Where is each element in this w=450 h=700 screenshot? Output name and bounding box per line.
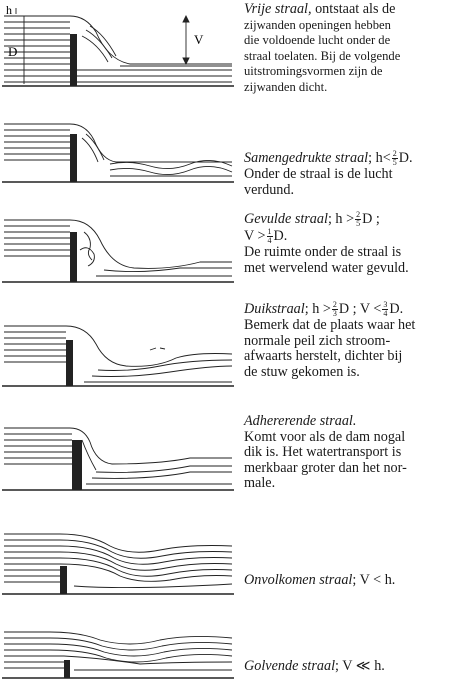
caption-text: straal toelaten. Bij de volgende	[244, 48, 401, 63]
caption-text: normale peil zich stroom-	[244, 332, 391, 349]
caption-onvolkomen-straal: Onvolkomen straal; V < h.	[244, 572, 396, 588]
caption-text: afwaarts herstelt, dichter bij	[244, 348, 403, 365]
fraction: $\frac{2}{5}$	[356, 210, 361, 228]
caption-condition: ; h<	[368, 149, 391, 166]
caption-text: merkbaar groter dan het nor-	[244, 459, 407, 476]
figure-samengedrukte-straal	[0, 116, 236, 196]
caption-text: de stuw gekomen is.	[244, 363, 360, 380]
caption-vrije-straal	[244, 2, 446, 96]
figure-duikstraal	[0, 314, 236, 400]
caption-gevulde-straal: Gevulde straal; h > $\frac{2}{5}$ D ; V > $\frac{1}{4}$ D. De ruimte onder de straal is met wervelend water gevuld.	[244, 211, 446, 276]
figure-adhererende-straal	[0, 420, 236, 510]
caption-adhererende-straal	[244, 414, 446, 492]
caption-text: zijwanden openingen hebben	[244, 17, 391, 32]
fraction: $\frac{2}{3}$	[332, 300, 337, 318]
caption-text: male.	[244, 475, 276, 492]
caption-text: ontstaat als de	[315, 1, 396, 17]
caption-text: verdund.	[244, 181, 295, 198]
caption-title: Gevulde straal	[244, 210, 328, 227]
caption-title: Onvolkomen straal	[244, 572, 353, 588]
label-h: h	[6, 3, 12, 17]
caption-text: uitstromingsvormen zijn de	[244, 64, 383, 79]
caption-title: Duikstraal	[244, 300, 305, 317]
label-V: V	[194, 32, 204, 47]
caption-text: Onder de straal is de lucht	[244, 166, 393, 182]
caption-samengedrukte-straal: Samengedrukte straal; h< $\frac{2}{5}$ D. Onder de straal is de lucht verdund.	[244, 150, 446, 198]
caption-text: zijwanden dicht.	[244, 79, 328, 94]
caption-title: Samengedrukte straal	[244, 149, 369, 166]
caption-text: die voldoende lucht onder de	[244, 33, 391, 48]
caption-title: Vrije straal,	[244, 1, 312, 17]
fraction: $\frac{1}{4}$	[267, 227, 272, 245]
figure-golvende-straal	[0, 626, 236, 700]
fraction: $\frac{3}{4}$	[383, 300, 388, 318]
caption-text: met wervelend water gevuld.	[244, 259, 409, 276]
caption-title: Golvende straal	[244, 658, 336, 674]
caption-text: Komt voor als de dam nogal	[244, 428, 406, 445]
caption-title: Adhererende straal.	[244, 413, 357, 429]
figure-onvolkomen-straal	[0, 528, 236, 618]
fraction: $\frac{2}{5}$	[392, 149, 397, 167]
figure-gevulde-straal	[0, 210, 236, 300]
caption-golvende-straal: Golvende straal; V ≪ h.	[244, 658, 385, 674]
label-D: D	[8, 44, 18, 59]
figure-vrije-straal	[0, 0, 236, 112]
caption-text: dik is. Het watertransport is	[244, 444, 402, 461]
caption-text: De ruimte onder de straal is	[244, 244, 402, 260]
caption-duikstraal: Duikstraal; h > $\frac{2}{3}$ D ; V < $\frac{3}{4}$ D. Bemerk dat de plaats waar het normale peil zich stroom- afwaarts herstelt, dichter bij de stuw gekomen is.	[244, 301, 446, 380]
caption-text: Bemerk dat de plaats waar het	[244, 317, 416, 333]
